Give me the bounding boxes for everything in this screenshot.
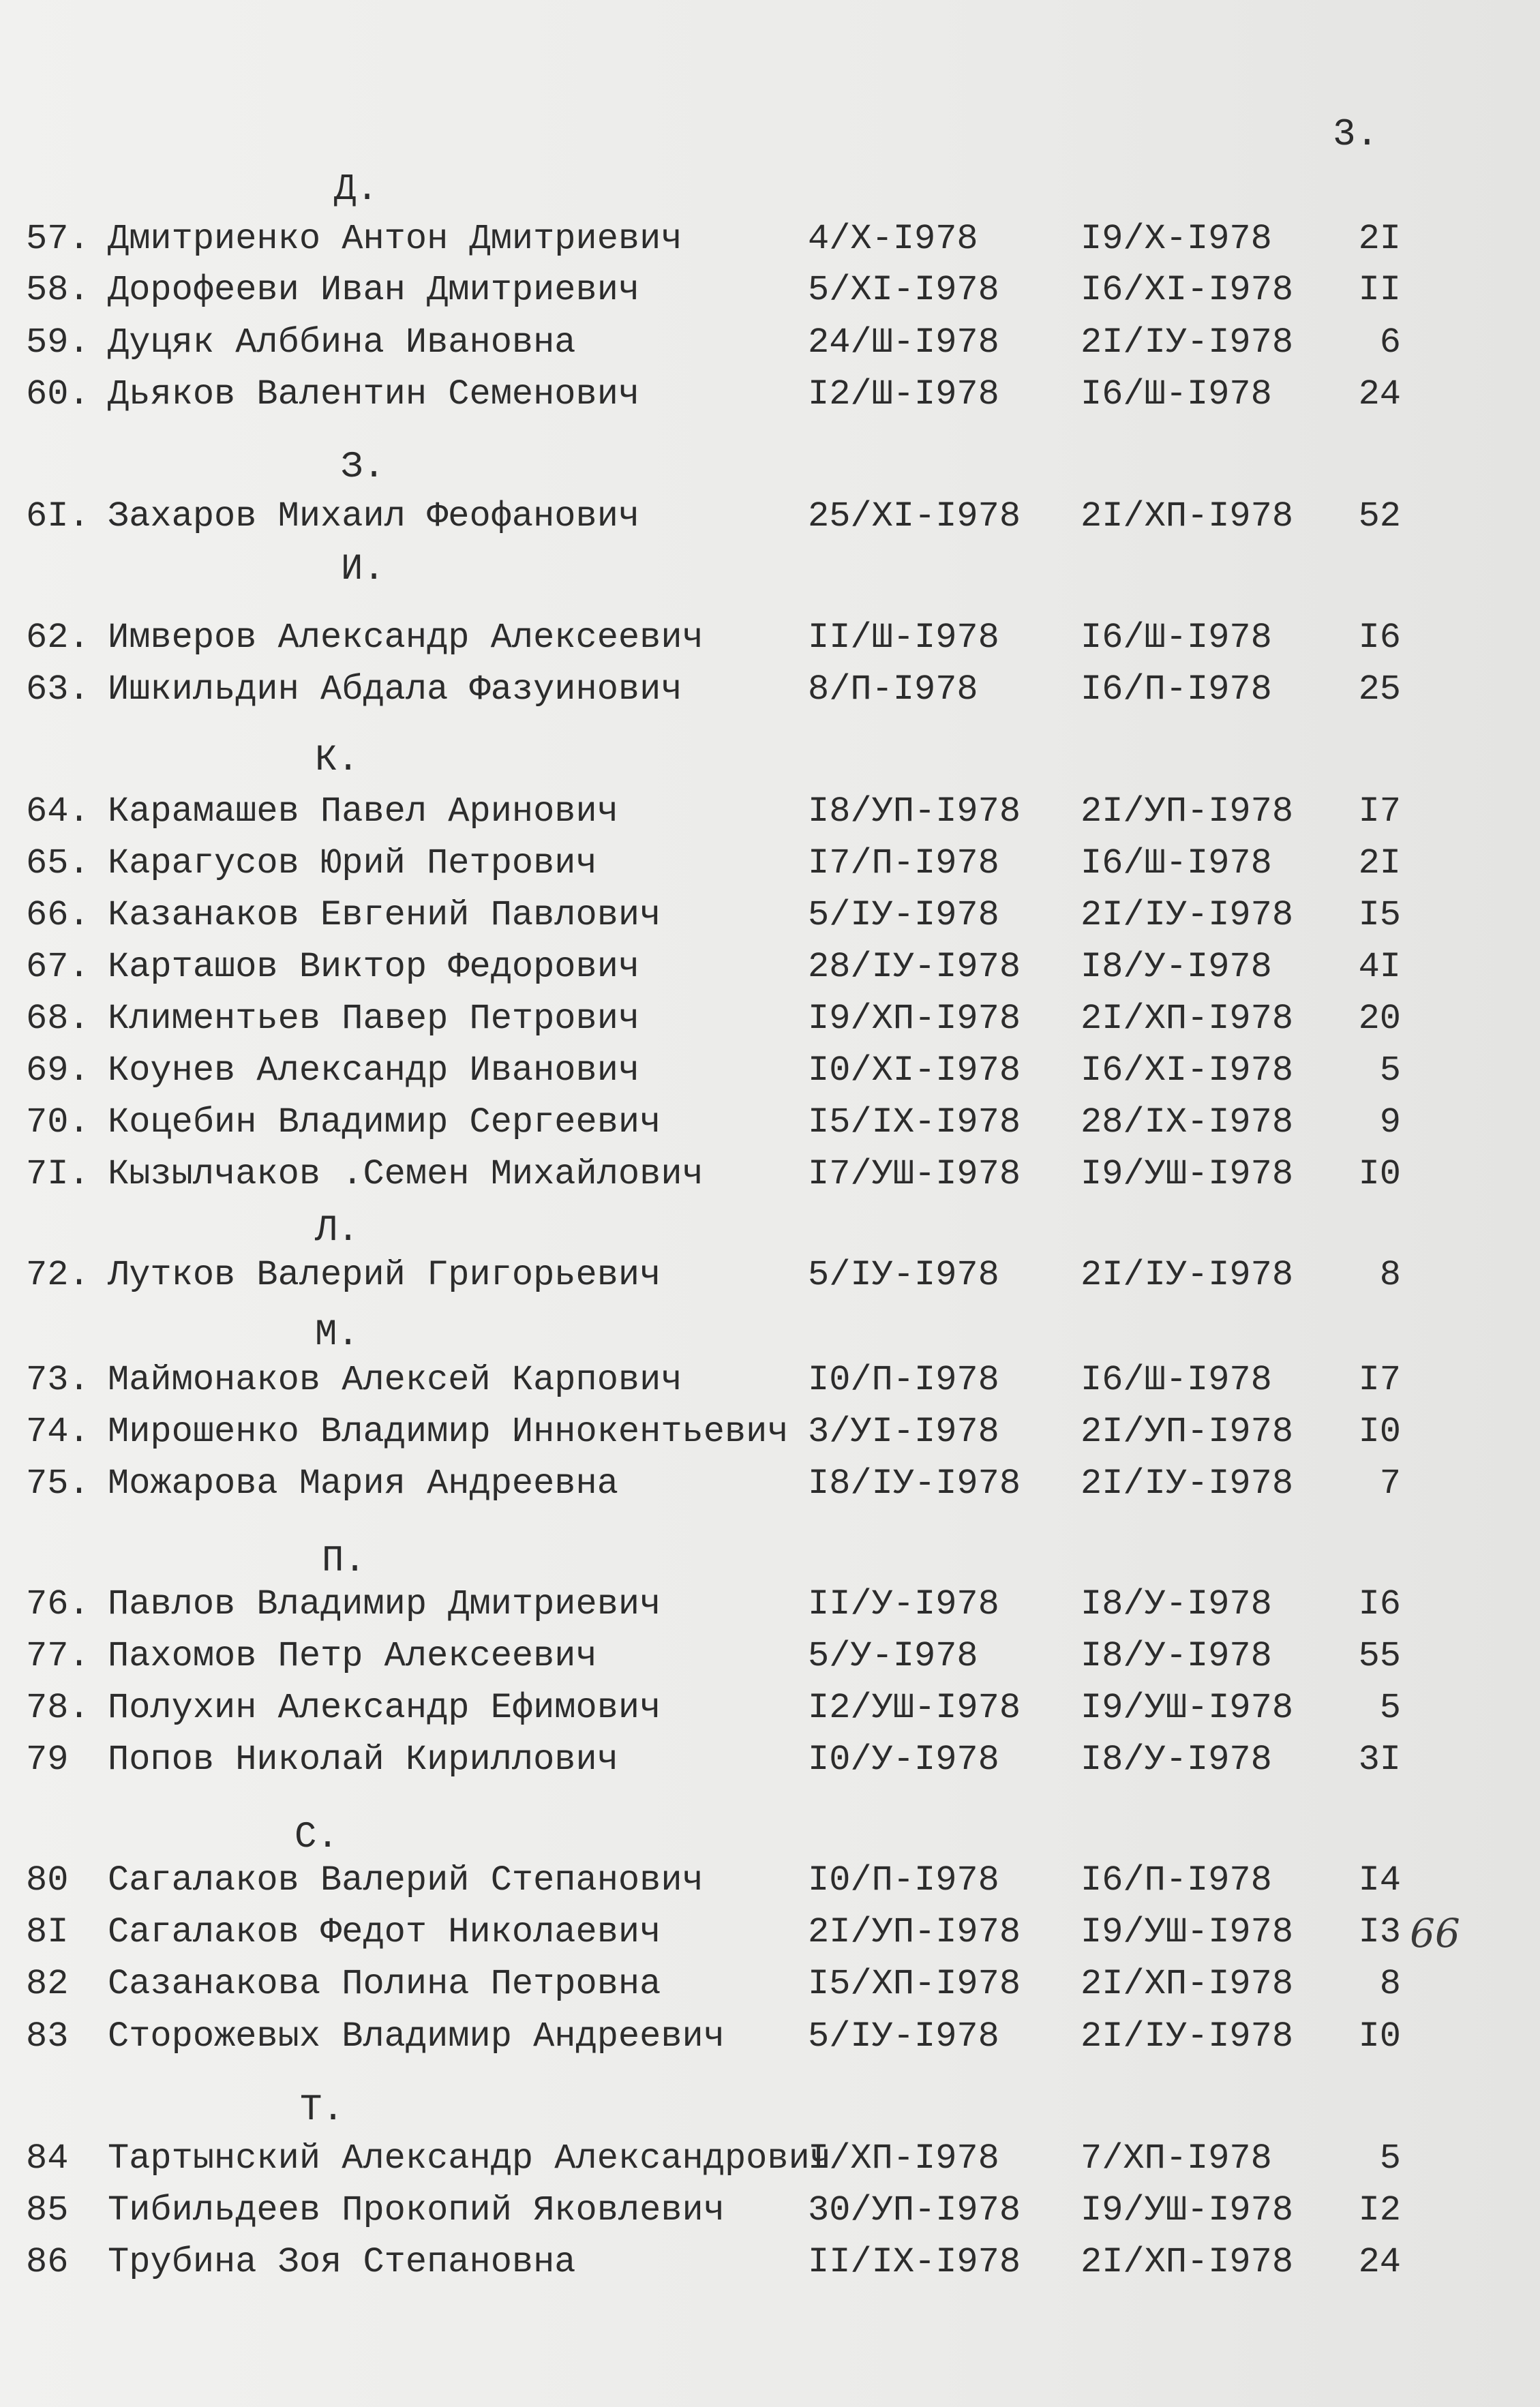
row-days: 9 xyxy=(1379,1102,1401,1142)
row-end: I9/УШ-I978 xyxy=(1081,1154,1294,1194)
row-days: 20 xyxy=(1358,999,1401,1039)
row-start: 4/Х-I978 xyxy=(808,219,978,259)
row-num: 76. xyxy=(26,1584,90,1624)
row-num: 82 xyxy=(26,1964,69,2004)
row-name: Трубина Зоя Степановна xyxy=(108,2242,576,2282)
row-num: 84 xyxy=(26,2138,69,2179)
row-name: Павлов Владимир Дмитриевич xyxy=(108,1584,661,1624)
register-row xyxy=(0,1462,1540,1507)
row-end: I9/УШ-I978 xyxy=(1081,1688,1294,1728)
row-name: Карташов Виктор Федорович xyxy=(108,947,640,987)
row-num: 80 xyxy=(26,1860,69,1901)
row-num: 74. xyxy=(26,1412,90,1452)
row-start: I8/УП-I978 xyxy=(808,791,1021,832)
row-days: I0 xyxy=(1358,1412,1401,1452)
row-name: Коунев Александр Иванович xyxy=(108,1050,640,1091)
row-end: I6/Ш-I978 xyxy=(1081,843,1272,883)
row-num: 66. xyxy=(26,895,90,935)
row-name: Сторожевых Владимир Андреевич xyxy=(108,2016,725,2057)
row-num: 75. xyxy=(26,1464,90,1504)
row-end: I6/Ш-I978 xyxy=(1081,618,1272,658)
row-num: 70. xyxy=(26,1102,90,1142)
register-row xyxy=(0,494,1540,539)
row-name: Маймонаков Алексей Карпович xyxy=(108,1360,682,1400)
row-num: 58. xyxy=(26,270,90,310)
row-name: Имверов Александр Алексеевич xyxy=(108,618,704,658)
row-end: 2I/IУ-I978 xyxy=(1081,2016,1294,2057)
row-end: I6/ХI-I978 xyxy=(1081,1050,1294,1091)
row-start: 25/ХI-I978 xyxy=(808,496,1021,536)
row-name: Карагусов Юрий Петрович xyxy=(108,843,597,883)
row-days: 25 xyxy=(1358,669,1401,710)
row-end: 2I/IУ-I978 xyxy=(1081,1464,1294,1504)
row-name: Ишкильдин Абдала Фазуинович xyxy=(108,669,682,710)
row-start: I9/ХП-I978 xyxy=(808,999,1021,1039)
row-num: 69. xyxy=(26,1050,90,1091)
row-name: Дьяков Валентин Семенович xyxy=(108,374,640,414)
register-row xyxy=(0,945,1540,990)
row-end: I8/У-I978 xyxy=(1081,1584,1272,1624)
row-days: 24 xyxy=(1358,2242,1401,2282)
register-row xyxy=(0,893,1540,938)
row-num: 64. xyxy=(26,791,90,832)
section-letter: И. xyxy=(341,549,385,590)
row-start: I5/ХП-I978 xyxy=(808,1964,1021,2004)
row-start: 5/IУ-I978 xyxy=(808,2016,999,2057)
row-start: II/У-I978 xyxy=(808,1584,999,1624)
register-row xyxy=(0,320,1540,365)
row-start: II/Ш-I978 xyxy=(808,618,999,658)
row-days: 55 xyxy=(1358,1636,1401,1676)
row-start: I8/IУ-I978 xyxy=(808,1464,1021,1504)
row-name: Дмитриенко Антон Дмитриевич xyxy=(108,219,682,259)
row-start: 5/IУ-I978 xyxy=(808,895,999,935)
row-start: I2/Ш-I978 xyxy=(808,374,999,414)
row-start: I0/ХI-I978 xyxy=(808,1050,1021,1091)
row-end: 2I/УП-I978 xyxy=(1081,1412,1294,1452)
row-days: II xyxy=(1358,270,1401,310)
row-num: 8I xyxy=(26,1912,69,1952)
row-start: 30/УП-I978 xyxy=(808,2190,1021,2230)
row-end: 2I/ХП-I978 xyxy=(1081,2242,1294,2282)
register-row xyxy=(0,1910,1540,1955)
section-letter: П. xyxy=(322,1541,366,1582)
row-end: 2I/ХП-I978 xyxy=(1081,999,1294,1039)
row-end: 2I/IУ-I978 xyxy=(1081,322,1294,363)
row-days: I6 xyxy=(1358,1584,1401,1624)
register-row xyxy=(0,1738,1540,1783)
row-start: I7/УШ-I978 xyxy=(808,1154,1021,1194)
row-start: 3/УI-I978 xyxy=(808,1412,999,1452)
row-end: I9/Х-I978 xyxy=(1081,219,1272,259)
register-row xyxy=(0,2136,1540,2181)
row-num: 68. xyxy=(26,999,90,1039)
row-days: I2 xyxy=(1358,2190,1401,2230)
row-days: 8 xyxy=(1379,1255,1401,1295)
register-row xyxy=(0,1100,1540,1145)
row-days: 5 xyxy=(1379,2138,1401,2179)
row-end: I6/Ш-I978 xyxy=(1081,1360,1272,1400)
row-num: 83 xyxy=(26,2016,69,2057)
row-name: Тартынский Александр Александрович xyxy=(108,2138,831,2179)
row-start: 28/IУ-I978 xyxy=(808,947,1021,987)
register-row xyxy=(0,1582,1540,1627)
row-start: 5/У-I978 xyxy=(808,1636,978,1676)
row-start: I/ХП-I978 xyxy=(808,2138,999,2179)
row-start: I0/У-I978 xyxy=(808,1740,999,1780)
row-days: 3I xyxy=(1358,1740,1401,1780)
row-start: I0/П-I978 xyxy=(808,1360,999,1400)
row-end: I6/П-I978 xyxy=(1081,669,1272,710)
row-name: Можарова Мария Андреевна xyxy=(108,1464,618,1504)
row-days: I0 xyxy=(1358,1154,1401,1194)
section-letter: Т. xyxy=(300,2089,344,2131)
row-days: I3 xyxy=(1358,1912,1401,1952)
row-end: 2I/IУ-I978 xyxy=(1081,1255,1294,1295)
section-letter: Д. xyxy=(334,169,378,211)
register-row xyxy=(0,268,1540,313)
row-end: I9/УШ-I978 xyxy=(1081,1912,1294,1952)
row-end: I8/У-I978 xyxy=(1081,1636,1272,1676)
row-days: 2I xyxy=(1358,843,1401,883)
row-days: I6 xyxy=(1358,618,1401,658)
register-row xyxy=(0,1686,1540,1731)
row-end: I6/П-I978 xyxy=(1081,1860,1272,1901)
row-name: Климентьев Павер Петрович xyxy=(108,999,640,1039)
row-num: 60. xyxy=(26,374,90,414)
row-num: 78. xyxy=(26,1688,90,1728)
register-row xyxy=(0,616,1540,661)
row-days: I5 xyxy=(1358,895,1401,935)
section-letter: М. xyxy=(315,1314,359,1356)
row-num: 72. xyxy=(26,1255,90,1295)
row-start: 8/П-I978 xyxy=(808,669,978,710)
row-days: 24 xyxy=(1358,374,1401,414)
row-end: 2I/УП-I978 xyxy=(1081,791,1294,832)
row-days: 4I xyxy=(1358,947,1401,987)
row-days: 8 xyxy=(1379,1964,1401,2004)
row-name: Дорофееви Иван Дмитриевич xyxy=(108,270,640,310)
row-name: Дуцяк Алббина Ивановна xyxy=(108,322,576,363)
row-start: I2/УШ-I978 xyxy=(808,1688,1021,1728)
register-row xyxy=(0,789,1540,834)
row-end: 28/IХ-I978 xyxy=(1081,1102,1294,1142)
row-name: Карамашев Павел Аринович xyxy=(108,791,618,832)
register-row xyxy=(0,1962,1540,2007)
page-number: 3. xyxy=(1333,112,1379,156)
row-end: 2I/ХП-I978 xyxy=(1081,1964,1294,2004)
section-letter: К. xyxy=(315,740,359,781)
register-row xyxy=(0,2188,1540,2233)
row-end: I8/У-I978 xyxy=(1081,1740,1272,1780)
row-name: Коцебин Владимир Сергеевич xyxy=(108,1102,661,1142)
row-num: 6I. xyxy=(26,496,90,536)
row-start: 5/IУ-I978 xyxy=(808,1255,999,1295)
row-start: 5/ХI-I978 xyxy=(808,270,999,310)
row-name: Захаров Михаил Феофанович xyxy=(108,496,640,536)
register-row xyxy=(0,841,1540,886)
row-name: Сагалаков Валерий Степанович xyxy=(108,1860,704,1901)
row-days: 5 xyxy=(1379,1050,1401,1091)
row-end: 2I/IУ-I978 xyxy=(1081,895,1294,935)
row-end: I8/У-I978 xyxy=(1081,947,1272,987)
register-row xyxy=(0,1358,1540,1403)
row-num: 79 xyxy=(26,1740,69,1780)
register-row xyxy=(0,1410,1540,1455)
row-days: I0 xyxy=(1358,2016,1401,2057)
row-end: 7/ХП-I978 xyxy=(1081,2138,1272,2179)
row-start: 24/Ш-I978 xyxy=(808,322,999,363)
register-row xyxy=(0,217,1540,262)
register-row xyxy=(0,667,1540,712)
row-days: I4 xyxy=(1358,1860,1401,1901)
section-letter: Л. xyxy=(315,1210,359,1252)
row-num: 63. xyxy=(26,669,90,710)
row-name: Мирошенко Владимир Иннокентьевич xyxy=(108,1412,789,1452)
row-start: I7/П-I978 xyxy=(808,843,999,883)
row-end: I9/УШ-I978 xyxy=(1081,2190,1294,2230)
register-row xyxy=(0,1253,1540,1298)
row-name: Сагалаков Федот Николаевич xyxy=(108,1912,661,1952)
row-num: 67. xyxy=(26,947,90,987)
row-start: I0/П-I978 xyxy=(808,1860,999,1901)
row-name: Пахомов Петр Алексеевич xyxy=(108,1636,597,1676)
register-row xyxy=(0,372,1540,417)
register-row xyxy=(0,1152,1540,1197)
row-name: Сазанакова Полина Петровна xyxy=(108,1964,661,2004)
row-days: 52 xyxy=(1358,496,1401,536)
row-num: 59. xyxy=(26,322,90,363)
register-row xyxy=(0,2240,1540,2285)
row-num: 85 xyxy=(26,2190,69,2230)
section-letter: З. xyxy=(341,446,385,488)
row-name: Казанаков Евгений Павлович xyxy=(108,895,661,935)
row-num: 62. xyxy=(26,618,90,658)
row-name: Кызылчаков .Семен Михайлович xyxy=(108,1154,704,1194)
row-name: Лутков Валерий Григорьевич xyxy=(108,1255,661,1295)
row-name: Тибильдеев Прокопий Яковлевич xyxy=(108,2190,725,2230)
row-days: 7 xyxy=(1379,1464,1401,1504)
row-num: 86 xyxy=(26,2242,69,2282)
register-row xyxy=(0,1048,1540,1093)
row-name: Попов Николай Кириллович xyxy=(108,1740,618,1780)
row-days: I7 xyxy=(1358,1360,1401,1400)
register-row xyxy=(0,2014,1540,2059)
row-start: I5/IХ-I978 xyxy=(808,1102,1021,1142)
row-days: I7 xyxy=(1358,791,1401,832)
register-row xyxy=(0,1858,1540,1903)
section-letter: С. xyxy=(295,1817,339,1858)
row-days: 6 xyxy=(1379,322,1401,363)
row-start: 2I/УП-I978 xyxy=(808,1912,1021,1952)
row-end: I6/Ш-I978 xyxy=(1081,374,1272,414)
row-days: 5 xyxy=(1379,1688,1401,1728)
row-num: 73. xyxy=(26,1360,90,1400)
row-end: I6/ХI-I978 xyxy=(1081,270,1294,310)
row-num: 57. xyxy=(26,219,90,259)
row-num: 77. xyxy=(26,1636,90,1676)
register-row xyxy=(0,1634,1540,1679)
row-name: Полухин Александр Ефимович xyxy=(108,1688,661,1728)
row-num: 65. xyxy=(26,843,90,883)
handwritten-note: 66 xyxy=(1410,1910,1460,1956)
row-start: II/IХ-I978 xyxy=(808,2242,1021,2282)
row-end: 2I/ХП-I978 xyxy=(1081,496,1294,536)
row-num: 7I. xyxy=(26,1154,90,1194)
row-days: 2I xyxy=(1358,219,1401,259)
register-row xyxy=(0,997,1540,1042)
